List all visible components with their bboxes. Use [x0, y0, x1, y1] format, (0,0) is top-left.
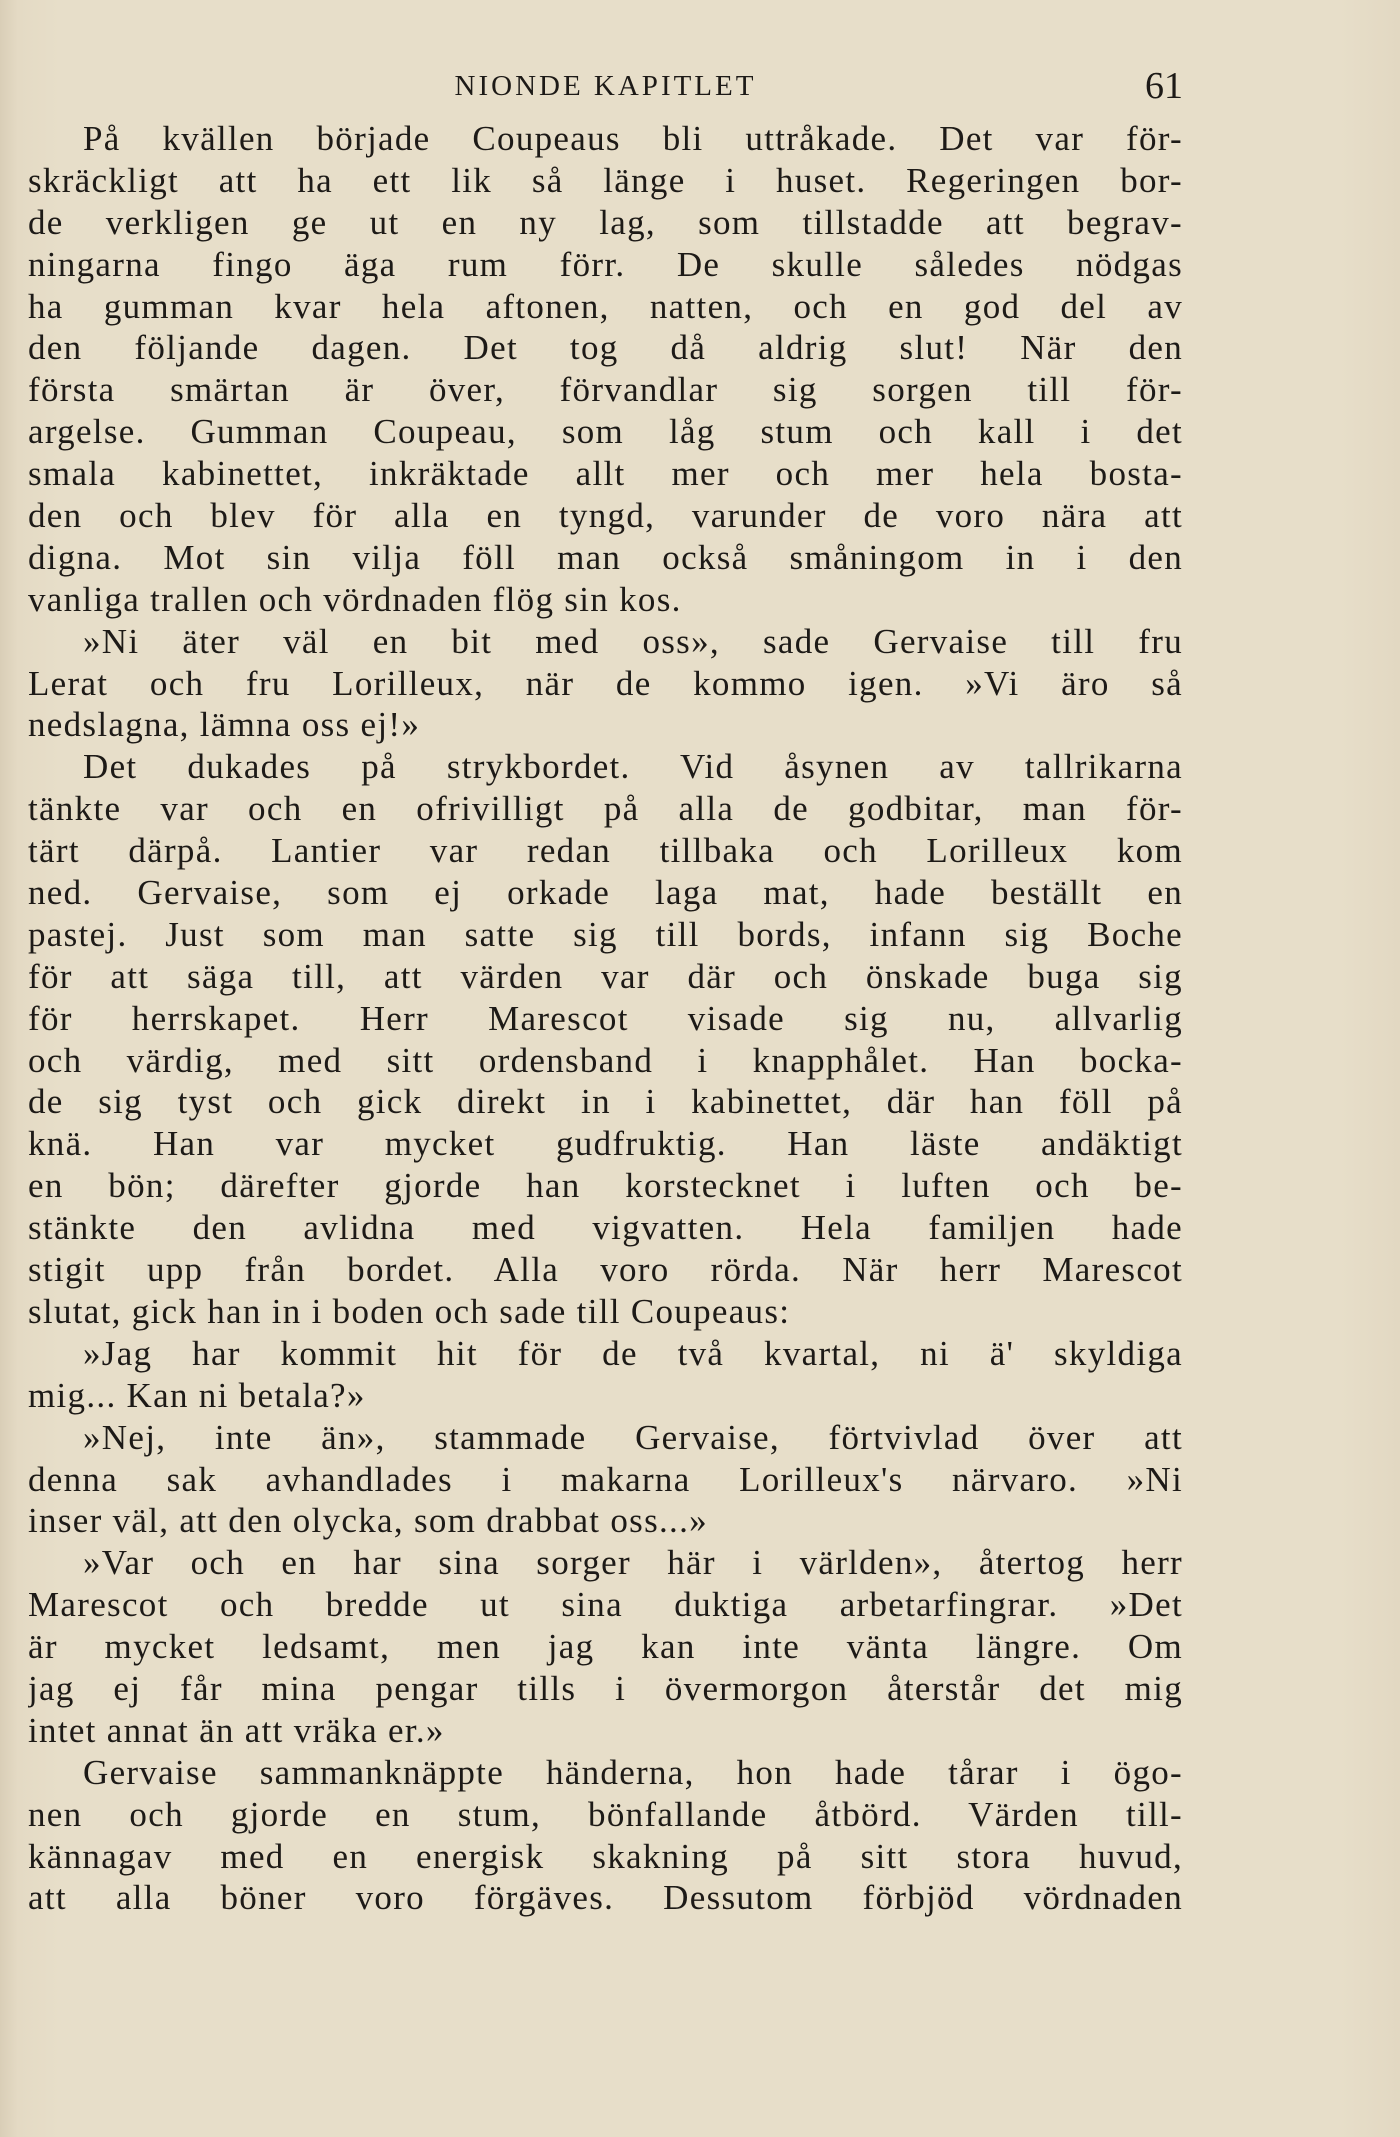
- text-line: inser väl, att den olycka, som drabbat oss...»: [28, 1501, 708, 1541]
- text-line: Marescot och bredde ut sina duktiga arbetarfingrar. »Det: [28, 1585, 1183, 1625]
- text-line: »Ni äter väl en bit med oss», sade Gervaise till fru: [83, 621, 1183, 661]
- text-line: smala kabinettet, inkräktade allt mer och mer hela bosta-: [28, 454, 1183, 494]
- text-line: en bön; därefter gjorde han korstecknet i luften och be-: [28, 1166, 1183, 1206]
- text-line: kännagav med en energisk skakning på sitt stora huvud,: [28, 1836, 1183, 1876]
- text-line: de verkligen ge ut en ny lag, som tillstadde att begrav-: [28, 202, 1183, 242]
- text-line: intet annat än att vräka er.»: [28, 1710, 445, 1750]
- text-line: vanliga trallen och vördnaden flög sin kos.: [28, 579, 682, 619]
- text-line: för att säga till, att värden var där och önskade buga sig: [28, 956, 1183, 996]
- text-line: Gervaise sammanknäppte händerna, hon hade tårar i ögo-: [83, 1752, 1183, 1792]
- text-line: ned. Gervaise, som ej orkade laga mat, hade beställt en: [28, 873, 1183, 913]
- text-line: slutat, gick han in i boden och sade till Coupeaus:: [28, 1291, 791, 1331]
- text-line: »Jag har kommit hit för de två kvartal, ni ä' skyldiga: [83, 1333, 1183, 1373]
- text-line: »Nej, inte än», stammade Gervaise, förtvivlad över att: [83, 1417, 1183, 1457]
- text-line: nen och gjorde en stum, bönfallande åtbörd. Värden till-: [28, 1794, 1183, 1834]
- text-line: att alla böner voro förgäves. Dessutom förbjöd vördnaden: [28, 1878, 1183, 1918]
- text-line: de sig tyst och gick direkt in i kabinettet, där han föll på: [28, 1082, 1183, 1122]
- text-line: knä. Han var mycket gudfruktig. Han läste andäktigt: [28, 1124, 1183, 1164]
- text-line: skräckligt att ha ett lik så länge i huset. Regeringen bor-: [28, 160, 1183, 200]
- text-line: argelse. Gumman Coupeau, som låg stum och kall i det: [28, 412, 1183, 452]
- text-line: tärt därpå. Lantier var redan tillbaka och Lorilleux kom: [28, 831, 1183, 871]
- text-line: digna. Mot sin vilja föll man också småningom in i den: [28, 537, 1183, 577]
- body-text: [28, 118, 1183, 1919]
- text-line: stigit upp från bordet. Alla voro rörda. När herr Marescot: [28, 1250, 1183, 1290]
- text-line: för herrskapet. Herr Marescot visade sig nu, allvarlig: [28, 998, 1183, 1038]
- page-header: [28, 64, 1183, 114]
- text-line: den följande dagen. Det tog då aldrig slut! När den: [28, 328, 1183, 368]
- text-line: är mycket ledsamt, men jag kan inte vänta längre. Om: [28, 1627, 1183, 1667]
- text-line: jag ej får mina pengar tills i övermorgon återstår det mig: [28, 1668, 1183, 1708]
- text-line: denna sak avhandlades i makarna Lorilleux's närvaro. »Ni: [28, 1459, 1183, 1499]
- text-line: ha gumman kvar hela aftonen, natten, och en god del av: [28, 286, 1183, 326]
- text-line: och värdig, med sitt ordensband i knapphålet. Han bocka-: [28, 1040, 1183, 1080]
- text-line: den och blev för alla en tyngd, varunder de voro nära att: [28, 496, 1183, 536]
- text-line: pastej. Just som man satte sig till bords, infann sig Boche: [28, 914, 1183, 954]
- text-line: Det dukades på strykbordet. Vid åsynen av tallrikarna: [83, 747, 1183, 787]
- text-line: Lerat och fru Lorilleux, när de kommo igen. »Vi äro så: [28, 663, 1183, 703]
- text-line: första smärtan är över, förvandlar sig sorgen till för-: [28, 370, 1183, 410]
- text-line: tänkte var och en ofrivilligt på alla de godbitar, man för-: [28, 789, 1183, 829]
- text-line: nedslagna, lämna oss ej!»: [28, 705, 421, 745]
- text-line: På kvällen började Coupeaus bli uttråkade. Det var för-: [83, 119, 1183, 158]
- text-line: ningarna fingo äga rum förr. De skulle således nödgas: [28, 244, 1183, 284]
- text-line: stänkte den avlidna med vigvatten. Hela familjen hade: [28, 1208, 1183, 1248]
- page-number: 61: [1145, 65, 1183, 107]
- text-line: »Var och en har sina sorger här i världen», återtog herr: [83, 1543, 1183, 1583]
- running-head: NIONDE KAPITLET: [454, 70, 757, 102]
- text-line: mig... Kan ni betala?»: [28, 1375, 366, 1415]
